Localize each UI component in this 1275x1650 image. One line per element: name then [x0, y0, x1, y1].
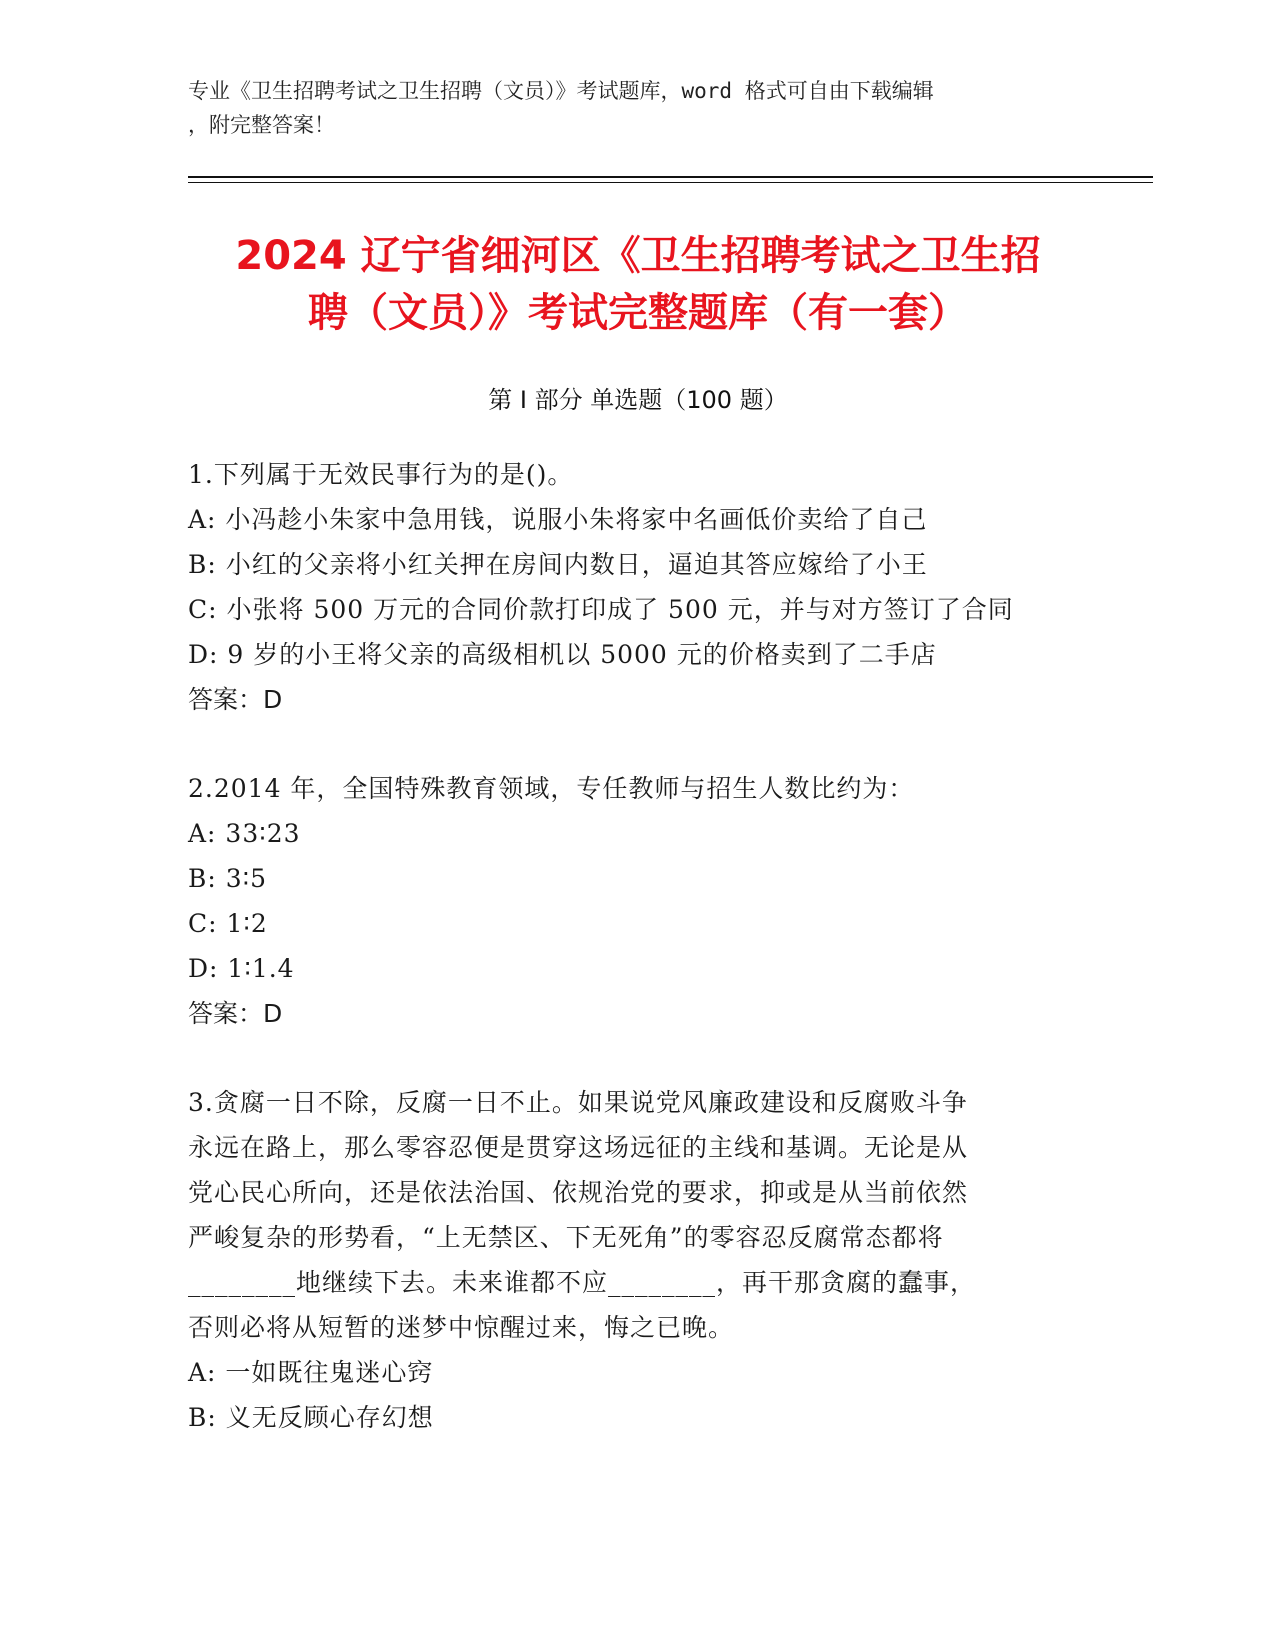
- header-divider-thick: [188, 176, 1153, 178]
- document-title: [188, 228, 1088, 342]
- option-b: B: 3∶5: [188, 864, 268, 893]
- header-divider-thin: [188, 182, 1153, 183]
- question-2: [188, 766, 1068, 1036]
- option-b: B: 义无反顾心存幻想: [188, 1403, 434, 1432]
- document-header-note: [188, 74, 1068, 142]
- option-a: A: 33∶23: [188, 819, 301, 848]
- option-b: B: 小红的父亲将小红关押在房间内数日，逼迫其答应嫁给了小王: [188, 550, 928, 579]
- title-line-1: 2024 辽宁省细河区《卫生招聘考试之卫生招: [235, 233, 1041, 279]
- question-stem: 1.下列属于无效民事行为的是()。: [188, 460, 574, 489]
- question-stem-line: 严峻复杂的形势看，“上无禁区、下无死角”的零容忍反腐常态都将: [188, 1223, 944, 1252]
- question-stem-line: 永远在路上，那么零容忍便是贯穿这场远征的主线和基调。无论是从: [188, 1133, 969, 1162]
- question-1: [188, 452, 1068, 722]
- question-stem-line: ________地继续下去。未来谁都不应________，再干那贪腐的蠢事，: [188, 1268, 977, 1297]
- option-d: D: 1∶1.4: [188, 954, 295, 983]
- option-a: A: 小冯趁小朱家中急用钱，说服小朱将家中名画低价卖给了自己: [188, 505, 928, 534]
- option-d: D: 9 岁的小王将父亲的高级相机以 5000 元的价格卖到了二手店: [188, 640, 937, 669]
- option-c: C: 小张将 500 万元的合同价款打印成了 500 元，并与对方签订了合同: [188, 595, 1014, 624]
- question-3: [188, 1080, 1068, 1440]
- question-stem: 2.2014 年，全国特殊教育领域，专任教师与招生人数比约为：: [188, 774, 915, 803]
- answer-label: 答案：D: [188, 685, 283, 714]
- section-heading: 第 I 部分 单选题（100 题）: [488, 386, 788, 414]
- option-c: C: 1∶2: [188, 909, 268, 938]
- option-a: A: 一如既往鬼迷心窍: [188, 1358, 434, 1387]
- question-stem-line: 3.贪腐一日不除，反腐一日不止。如果说党风廉政建设和反腐败斗争: [188, 1088, 968, 1117]
- header-note-line-2: ，附完整答案！: [188, 113, 335, 137]
- question-stem-line: 党心民心所向，还是依法治国、依规治党的要求，抑或是从当前依然: [188, 1178, 969, 1207]
- header-note-line-1: 专业《卫生招聘考试之卫生招聘（文员）》考试题库，word 格式可自由下载编辑: [188, 79, 934, 103]
- title-line-2: 聘（文员）》考试完整题库（有一套）: [308, 290, 968, 336]
- answer-label: 答案：D: [188, 999, 283, 1028]
- question-stem-line: 否则必将从短暂的迷梦中惊醒过来，悔之已晚。: [188, 1313, 735, 1342]
